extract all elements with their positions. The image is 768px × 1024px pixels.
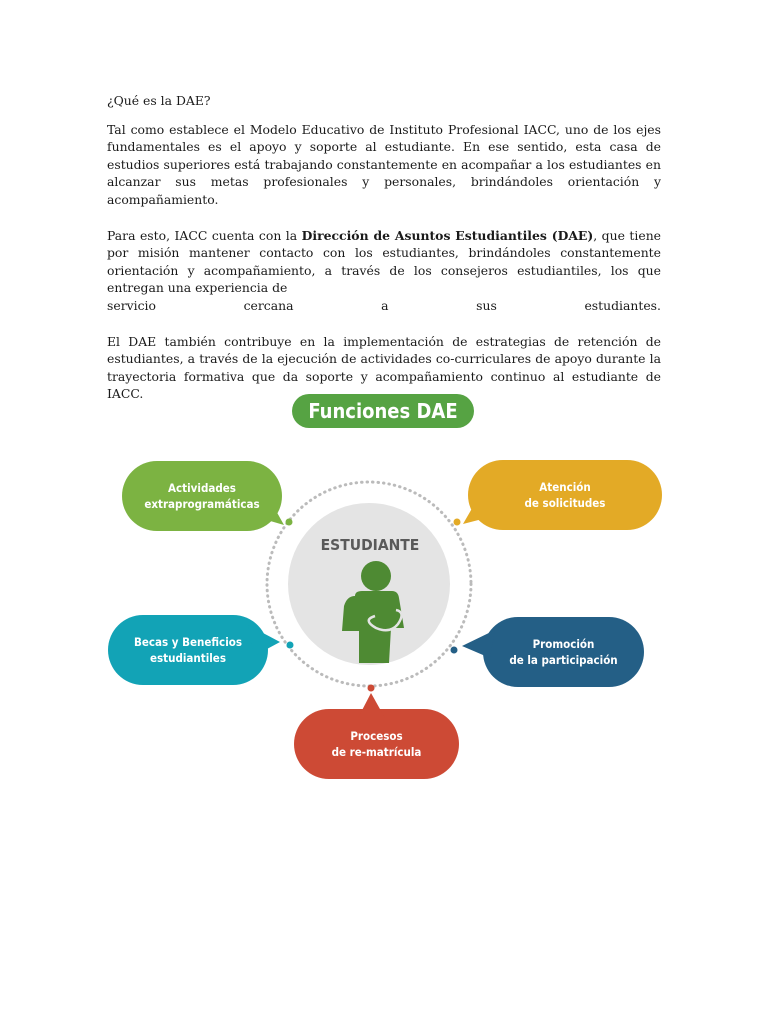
paragraph-2-body: , que tiene por misión mantener contacto con los estudiantes, brindándoles constantemente orientación y acompañamiento, a través de los consejeros estudiantiles, los que entregan una experiencia de	[107, 227, 662, 296]
connector-dot	[454, 519, 461, 526]
word: a	[381, 297, 389, 313]
section-heading: ¿Qué es la DAE?	[107, 93, 211, 108]
function-line: Procesos	[350, 729, 403, 743]
function-line: de re-matrícula	[331, 745, 422, 759]
connector-dot	[287, 642, 294, 649]
function-label-promocion	[483, 636, 644, 668]
function-label-actividades	[122, 480, 282, 512]
function-line: estudiantiles	[149, 651, 226, 665]
title-text: Funciones DAE	[308, 399, 458, 423]
center-label	[300, 537, 440, 553]
connector-dot	[451, 647, 458, 654]
paragraph-2-intro: Para esto, IACC cuenta con la	[107, 227, 302, 243]
function-line: Atención	[539, 480, 591, 494]
function-label-atencion	[468, 479, 662, 511]
word: estudiantes.	[584, 297, 661, 313]
paragraph-3: El DAE también contribuye en la implementación de estrategias de retención de estudiantes, a través de la ejecución de actividades co-curriculares de apoyo durante la trayectoria formativa que da soporte y acompañamiento continuo al estudiante de IACC.	[107, 333, 661, 402]
paragraph-2	[107, 227, 661, 297]
function-line: extraprogramáticas	[144, 497, 260, 511]
word: sus	[476, 297, 497, 313]
center-text: ESTUDIANTE	[320, 536, 420, 554]
word: servicio	[107, 297, 156, 313]
connector-dot	[286, 519, 293, 526]
word: cercana	[243, 297, 294, 313]
function-line: Promoción	[532, 637, 595, 651]
function-line: de la participación	[509, 653, 618, 667]
function-line: Becas y Beneficios	[133, 635, 243, 649]
function-line: Actividades	[168, 481, 236, 495]
function-line: de solicitudes	[524, 496, 606, 510]
infographic-title	[292, 399, 474, 423]
connector-dot	[368, 685, 375, 692]
paragraph-2-last-line	[107, 297, 661, 315]
dae-bold-term: Dirección de Asuntos Estudiantiles (DAE)	[301, 227, 594, 243]
function-label-procesos	[294, 728, 459, 760]
document-body	[107, 92, 661, 421]
paragraph-1: Tal como establece el Modelo Educativo de Instituto Profesional IACC, uno de los ejes fundamentales es el apoyo y soporte al estudiante. En ese sentido, esta casa de estudios superiores está trabajando constantemente en acompañar a los estudiantes en alcanzar sus metas profesionales y personales, brindándoles orientación y acompañamiento.	[107, 121, 661, 207]
function-label-becas	[108, 634, 268, 666]
funciones-dae-infographic	[100, 388, 670, 788]
